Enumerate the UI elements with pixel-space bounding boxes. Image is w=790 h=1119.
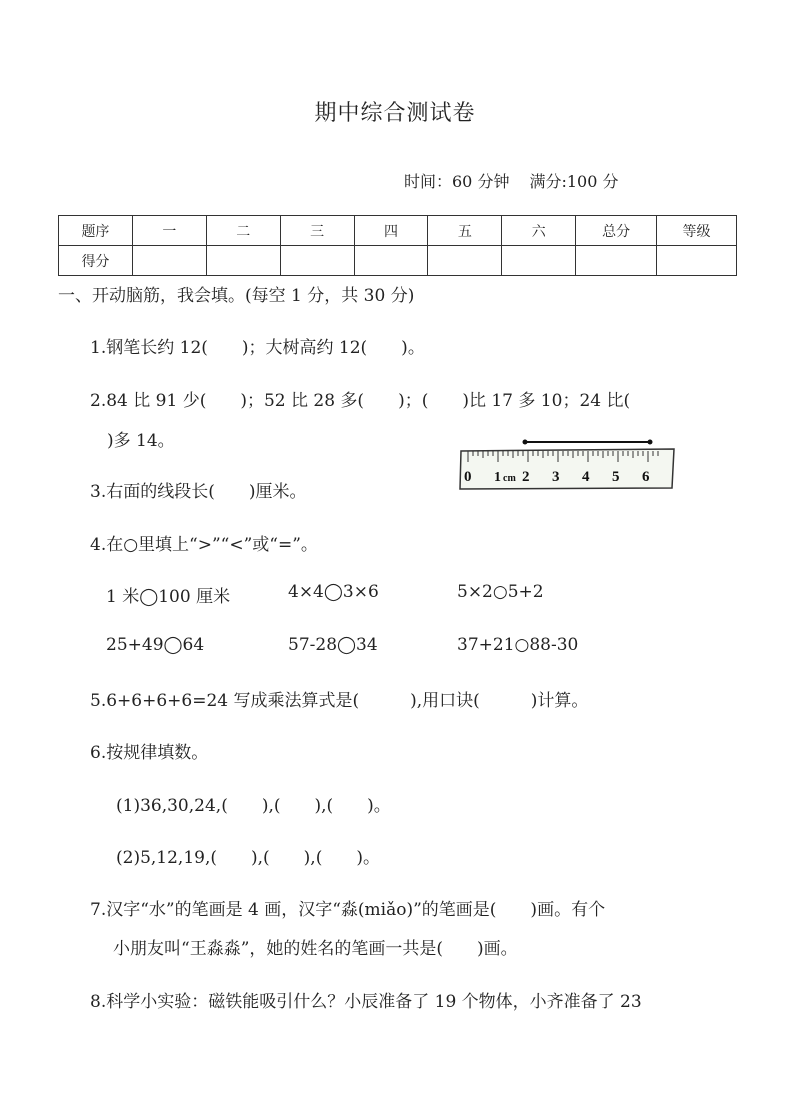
compare-item: 1 米◯100 厘米 [106,587,231,607]
question-1: 1.钢笔长约 12( )；大树高约 12( )。 [90,338,425,358]
compare-item: 25+49◯64 [106,635,205,655]
score-table-score-row [59,246,737,276]
score-cell[interactable] [428,246,502,276]
section-heading: 一、开动脑筋，我会填。(每空 1 分，共 30 分) [58,286,415,306]
score-header-cell: 题序 [59,216,133,246]
question-2-line-1: 2.84 比 91 少( )；52 比 28 多( )；( )比 17 多 10；24 比( [90,391,631,411]
score-header-cell: 二 [206,216,280,246]
question-2-line-2: )多 14。 [90,431,175,451]
question-8: 8.科学小实验：磁铁能吸引什么？小辰准备了 19 个物体，小齐准备了 23 [90,992,642,1012]
score-cell[interactable] [132,246,206,276]
question-4: 4.在○里填上“>”“<”或“=”。 [90,535,318,555]
score-header-cell: 五 [428,216,502,246]
score-row-label: 得分 [59,246,133,276]
compare-item: 37+21○88-30 [457,635,579,655]
question-6-part-2: (2)5,12,19,( ),( ),( )。 [116,848,380,868]
ruler-label-2: 2 [522,469,530,485]
question-6: 6.按规律填数。 [90,743,209,763]
question-7-line-2: 小朋友叫“王淼淼”，她的姓名的笔画一共是( )画。 [113,939,518,959]
score-header-cell: 一 [132,216,206,246]
ruler-label-3: 3 [552,469,560,485]
score-table-header-row [59,216,737,246]
segment-endpoint [648,440,653,445]
score-cell[interactable] [576,246,657,276]
score-header-cell: 总分 [576,216,657,246]
score-header-cell: 六 [502,216,576,246]
question-7-line-1: 7.汉字“水”的笔画是 4 画，汉字“淼(miǎo)”的笔画是( )画。有个 [90,900,606,920]
segment-endpoint [523,440,528,445]
score-cell[interactable] [354,246,428,276]
ruler-label-0: 0 [464,469,472,485]
question-3: 3.右面的线段长( )厘米。 [90,482,307,502]
score-table [58,215,737,276]
ruler-label-1: 1 [494,470,501,485]
exam-meta [404,169,638,192]
question-5: 5.6+6+6+6=24 写成乘法算式是( ),用口诀( )计算。 [90,691,589,711]
ruler-label-5: 5 [612,469,620,485]
ruler-illustration [458,436,678,492]
ruler-label-6: 6 [642,469,650,485]
score-header-cell: 三 [280,216,354,246]
score-cell[interactable] [657,246,737,276]
page-title: 期中综合测试卷 [314,101,476,126]
question-6-part-1: (1)36,30,24,( ),( ),( )。 [116,796,391,816]
compare-item: 4×4◯3×6 [288,582,379,602]
ruler-label-cm: cm [503,473,516,484]
score-cell[interactable] [502,246,576,276]
ruler-figure [458,436,678,492]
time-limit: 时间：60 分钟 [404,172,510,191]
score-header-cell: 等级 [657,216,737,246]
score-cell[interactable] [280,246,354,276]
ruler-label-4: 4 [582,469,590,485]
compare-item: 57-28◯34 [288,635,378,655]
score-header-cell: 四 [354,216,428,246]
compare-item: 5×2○5+2 [457,582,544,602]
full-score: 满分:100 分 [529,172,619,191]
score-cell[interactable] [206,246,280,276]
